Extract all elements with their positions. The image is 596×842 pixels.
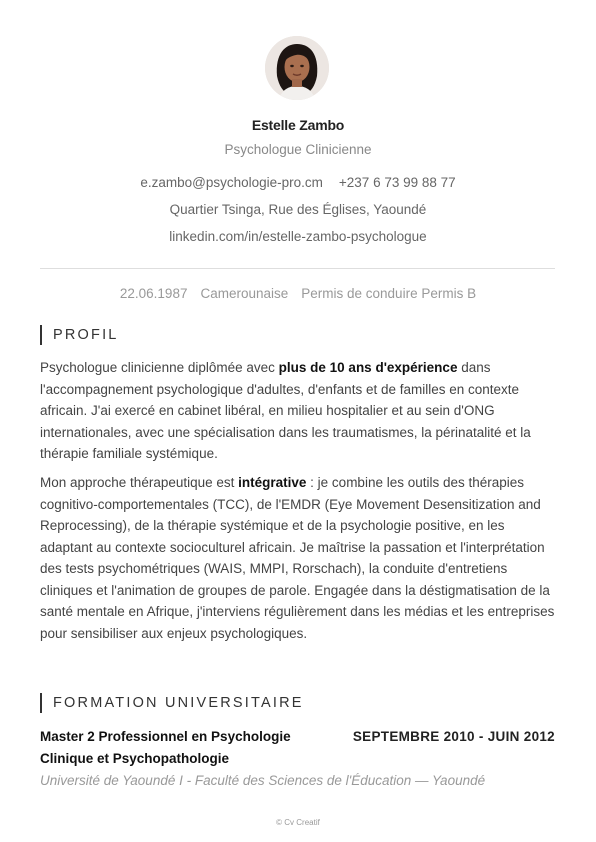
profile-text: : je combine les outils des thérapies cognitivo-comportementales (TCC), de l'EMDR (Eye Movement Desensitization and Reprocessing), de la thérapie systémique et de la psychologie positive, en les adaptant au contexte socioculturel africain. Je maîtrise la passation et l'interprétation des tests psychométriques (WAIS, MMPI, Rorschach), la conduite d'entretiens cliniques et l'animation de groupes de parole. Engagée dans la déstigmatisation de la santé mentale en Afrique, j'interviens régulièrement dans les médias et les entreprises pour sensibiliser aux enjeux psychologiques. xyxy=(40,475,555,641)
education-degree: Master 2 Professionnel en Psychologie Clinique et Psychopathologie xyxy=(40,729,291,766)
nationality: Camerounaise xyxy=(200,286,289,301)
phone-number[interactable]: +237 6 73 99 88 77 xyxy=(338,175,456,190)
profile-photo xyxy=(265,36,329,100)
profile-highlight: intégrative xyxy=(238,475,307,490)
birth-date: 22.06.1987 xyxy=(119,286,188,301)
profile-paragraph-2 xyxy=(40,472,555,644)
profile-paragraph-1 xyxy=(40,357,555,465)
header-divider xyxy=(40,268,555,269)
candidate-name: Estelle Zambo xyxy=(251,117,345,133)
footer-credit: © Cv Creatif xyxy=(276,818,320,827)
driving-license: Permis de conduire Permis B xyxy=(301,286,477,301)
personal-info xyxy=(0,286,596,301)
email-link[interactable]: e.zambo@psychologie-pro.cm xyxy=(140,175,323,190)
contact-line xyxy=(0,175,596,190)
linkedin-link[interactable]: linkedin.com/in/estelle-zambo-psychologue xyxy=(169,229,427,244)
section-title-profile: PROFIL xyxy=(40,325,119,345)
profile-highlight: plus de 10 ans d'expérience xyxy=(278,360,458,375)
education-dates: SEPTEMBRE 2010 - JUIN 2012 xyxy=(352,729,555,744)
profile-text: Psychologue clinicienne diplômée avec xyxy=(40,360,279,375)
profile-text: Mon approche thérapeutique est xyxy=(40,475,239,490)
section-title-education: FORMATION UNIVERSITAIRE xyxy=(40,693,304,713)
education-school: Université de Yaoundé I - Faculté des Sciences de l'Éducation — Yaoundé xyxy=(40,773,486,788)
address: Quartier Tsinga, Rue des Églises, Yaoundé xyxy=(169,202,427,217)
job-title: Psychologue Clinicienne xyxy=(224,142,372,157)
profile-text: dans l'accompagnement psychologique d'adultes, d'enfants et de familles en contexte africain. J'ai exercé en cabinet libéral, en milieu hospitalier et au sein d'ONG internationales, avec une spécialisation dans les traumatismes, la périnatalité et la thérapie familiale systémique. xyxy=(40,360,531,461)
